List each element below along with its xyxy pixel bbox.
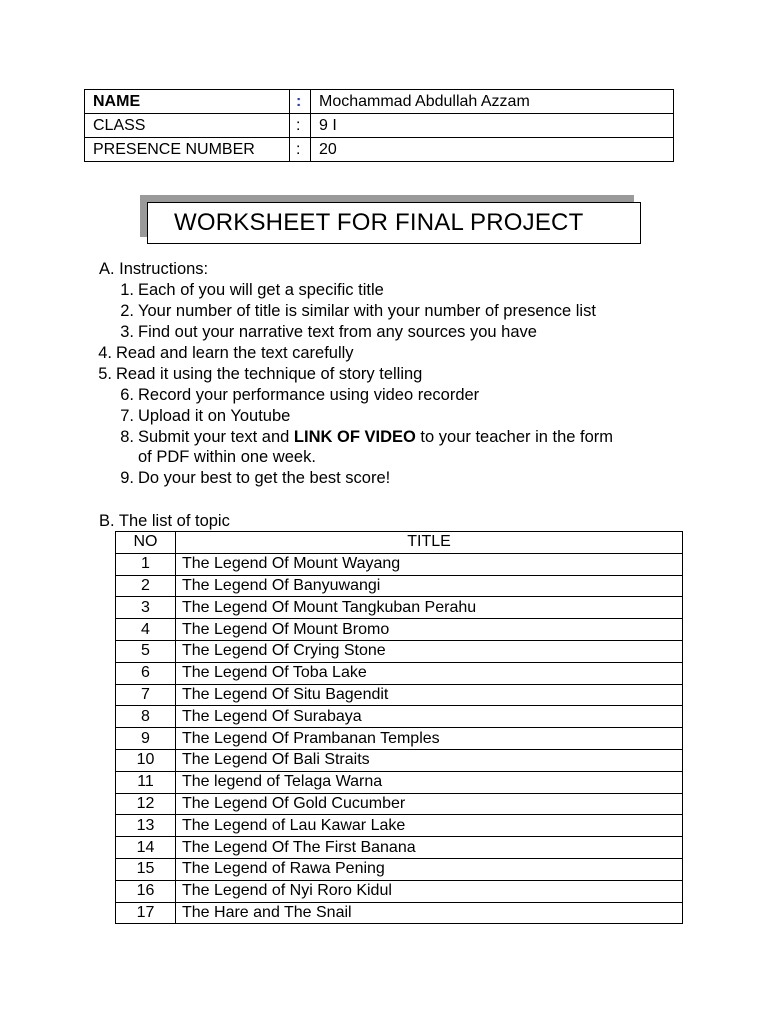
instruction-text-part: to your teacher in the form bbox=[415, 428, 614, 446]
instruction-text: Do your best to get the best score! bbox=[138, 469, 391, 487]
topic-number: 2 bbox=[116, 575, 176, 597]
topic-number: 11 bbox=[116, 771, 176, 793]
table-row bbox=[116, 815, 683, 837]
class-row bbox=[85, 114, 674, 138]
topic-header-row bbox=[116, 532, 683, 554]
instruction-number: 8. bbox=[120, 428, 134, 446]
topic-number: 15 bbox=[116, 858, 176, 880]
instruction-number: 5. bbox=[98, 365, 112, 383]
topic-title: The Legend of Rawa Pening bbox=[176, 858, 683, 880]
instruction-text: Record your performance using video recorder bbox=[138, 386, 480, 404]
topic-title: The Legend Of The First Banana bbox=[176, 837, 683, 859]
instruction-text: Upload it on Youtube bbox=[138, 407, 291, 425]
table-row bbox=[116, 619, 683, 641]
topic-number: 7 bbox=[116, 684, 176, 706]
instruction-text: Find out your narrative text from any sources you have bbox=[138, 323, 537, 341]
topic-number: 5 bbox=[116, 640, 176, 662]
topic-list-heading: B. The list of topic bbox=[99, 512, 230, 530]
link-of-video-emphasis: LINK OF VIDEO bbox=[293, 428, 416, 446]
table-row bbox=[116, 858, 683, 880]
name-label: NAME bbox=[85, 90, 290, 114]
topic-number: 1 bbox=[116, 553, 176, 575]
topic-number: 12 bbox=[116, 793, 176, 815]
topic-title: The Legend Of Crying Stone bbox=[176, 640, 683, 662]
topic-title: The Hare and The Snail bbox=[176, 902, 683, 924]
topic-title: The Legend Of Surabaya bbox=[176, 706, 683, 728]
table-row bbox=[116, 640, 683, 662]
table-row bbox=[116, 837, 683, 859]
name-row bbox=[85, 90, 674, 114]
topic-title: The Legend Of Banyuwangi bbox=[176, 575, 683, 597]
instruction-number: 9. bbox=[120, 469, 134, 487]
instruction-text: Read it using the technique of story telling bbox=[116, 365, 423, 383]
topic-title: The Legend Of Toba Lake bbox=[176, 662, 683, 684]
topic-number: 4 bbox=[116, 619, 176, 641]
instruction-number: 7. bbox=[120, 407, 134, 425]
name-separator: : bbox=[290, 90, 311, 114]
instruction-text: Each of you will get a specific title bbox=[138, 281, 384, 299]
topic-title: The Legend Of Gold Cucumber bbox=[176, 793, 683, 815]
topic-number: 8 bbox=[116, 706, 176, 728]
topic-title: The legend of Telaga Warna bbox=[176, 771, 683, 793]
topic-number: 3 bbox=[116, 597, 176, 619]
column-header-no: NO bbox=[116, 532, 176, 554]
table-row bbox=[116, 749, 683, 771]
class-separator: : bbox=[290, 114, 311, 138]
topic-title: The Legend Of Mount Tangkuban Perahu bbox=[176, 597, 683, 619]
instruction-number: 3. bbox=[120, 323, 134, 341]
instruction-text: Read and learn the text carefully bbox=[116, 344, 354, 362]
presence-value: 20 bbox=[311, 138, 674, 162]
class-label: CLASS bbox=[85, 114, 290, 138]
presence-label: PRESENCE NUMBER bbox=[85, 138, 290, 162]
topic-title: The Legend Of Situ Bagendit bbox=[176, 684, 683, 706]
table-row bbox=[116, 706, 683, 728]
instruction-text-part: Submit your text and bbox=[138, 428, 294, 446]
table-row bbox=[116, 771, 683, 793]
topic-title: The Legend Of Mount Wayang bbox=[176, 553, 683, 575]
student-info-table bbox=[84, 89, 674, 162]
topic-table-body bbox=[116, 553, 683, 924]
topic-number: 17 bbox=[116, 902, 176, 924]
instruction-text bbox=[138, 427, 613, 447]
instructions-heading: A. Instructions: bbox=[99, 260, 209, 278]
topic-table bbox=[115, 531, 683, 924]
instruction-number: 4. bbox=[98, 344, 112, 362]
topic-number: 9 bbox=[116, 728, 176, 750]
table-row bbox=[116, 902, 683, 924]
instruction-number: 6. bbox=[120, 386, 134, 404]
topic-number: 6 bbox=[116, 662, 176, 684]
topic-number: 13 bbox=[116, 815, 176, 837]
topic-title: The Legend of Lau Kawar Lake bbox=[176, 815, 683, 837]
table-row bbox=[116, 793, 683, 815]
table-row bbox=[116, 728, 683, 750]
topic-number: 16 bbox=[116, 880, 176, 902]
presence-row bbox=[85, 138, 674, 162]
table-row bbox=[116, 684, 683, 706]
topic-number: 10 bbox=[116, 749, 176, 771]
topic-title: The Legend Of Prambanan Temples bbox=[176, 728, 683, 750]
name-value: Mochammad Abdullah Azzam bbox=[311, 90, 674, 114]
table-row bbox=[116, 597, 683, 619]
instruction-text-continuation: of PDF within one week. bbox=[138, 448, 316, 466]
class-value: 9 I bbox=[311, 114, 674, 138]
table-row bbox=[116, 553, 683, 575]
topic-title: The Legend of Nyi Roro Kidul bbox=[176, 880, 683, 902]
topic-title: The Legend Of Mount Bromo bbox=[176, 619, 683, 641]
topic-title: The Legend Of Bali Straits bbox=[176, 749, 683, 771]
presence-separator: : bbox=[290, 138, 311, 162]
table-row bbox=[116, 575, 683, 597]
table-row bbox=[116, 880, 683, 902]
topic-number: 14 bbox=[116, 837, 176, 859]
instruction-text: Your number of title is similar with your number of presence list bbox=[138, 302, 596, 320]
worksheet-title: WORKSHEET FOR FINAL PROJECT bbox=[147, 202, 641, 244]
instruction-number: 2. bbox=[120, 302, 134, 320]
column-header-title: TITLE bbox=[176, 532, 683, 554]
table-row bbox=[116, 662, 683, 684]
instruction-number: 1. bbox=[120, 281, 134, 299]
